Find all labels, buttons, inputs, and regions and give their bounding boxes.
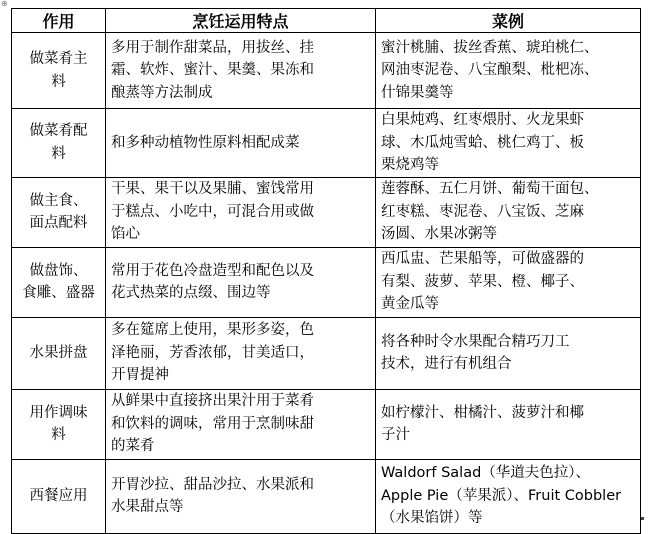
features-cell: 干果、果干以及果脯、蜜饯常用 于糕点、小吃中，可混合用或做 馅心 [106,177,376,247]
header-features: 烹饪运用特点 [106,9,376,33]
role-cell: 用作调味 料 [12,389,106,459]
dishes-cell: 莲蓉酥、五仁月饼、葡萄干面包、 红枣糕、枣泥卷、八宝饭、芝麻 汤圆、水果冰粥等 [376,177,641,247]
role-cell: 水果拼盘 [12,317,106,389]
header-dishes: 菜例 [376,9,641,33]
role-cell: 做盘饰、 食雕、盛器 [12,247,106,317]
features-cell: 常用于花色冷盘造型和配色以及 花式热菜的点缀、围边等 [106,247,376,317]
features-cell: 和多种动植物性原料相配成菜 [106,109,376,178]
table-header-row [12,9,641,33]
role-cell: 做菜肴配 料 [12,109,106,178]
fruit-culinary-uses-table [11,8,641,534]
dishes-cell: Waldorf Salad（华道夫色拉）、 Apple Pie（苹果派）、Fruit Cobbler （水果馅饼）等 [376,459,641,533]
table-resize-handle[interactable] [641,517,644,520]
table-move-handle-icon[interactable]: ⊕ [1,0,8,8]
features-cell: 多在筵席上使用，果形多姿，色 泽艳丽，芳香浓郁，甘美适口， 开胃提神 [106,317,376,389]
table-row [12,247,641,317]
features-cell: 从鲜果中直接挤出果汁用于菜肴 和饮料的调味，常用于烹制味甜 的菜肴 [106,389,376,459]
header-role: 作用 [12,9,106,33]
dishes-cell: 西瓜盅、芒果船等，可做盛器的 有梨、菠萝、苹果、橙、椰子、 黄金瓜等 [376,247,641,317]
table-row [12,33,641,109]
dishes-cell: 白果炖鸡、红枣煨肘、火龙果虾 球、木瓜炖雪蛤、桃仁鸡丁、板 栗烧鸡等 [376,109,641,178]
features-cell: 开胃沙拉、甜品沙拉、水果派和 水果甜点等 [106,459,376,533]
features-cell: 多用于制作甜菜品，用拔丝、挂 霜、软炸、蜜汁、果羹、果冻和 酿蒸等方法制成 [106,33,376,109]
dishes-cell: 将各种时令水果配合精巧刀工 技术，进行有机组合 [376,317,641,389]
table-row [12,109,641,178]
table-row [12,177,641,247]
dishes-cell: 如柠檬汁、柑橘汁、菠萝汁和椰 子汁 [376,389,641,459]
table-row [12,317,641,389]
table-row [12,389,641,459]
role-cell: 西餐应用 [12,459,106,533]
role-cell: 做主食、 面点配料 [12,177,106,247]
role-cell: 做菜肴主 料 [12,33,106,109]
dishes-cell: 蜜汁桃脯、拔丝香蕉、琥珀桃仁、 网油枣泥卷、八宝酿梨、枇杷冻、 什锦果羹等 [376,33,641,109]
